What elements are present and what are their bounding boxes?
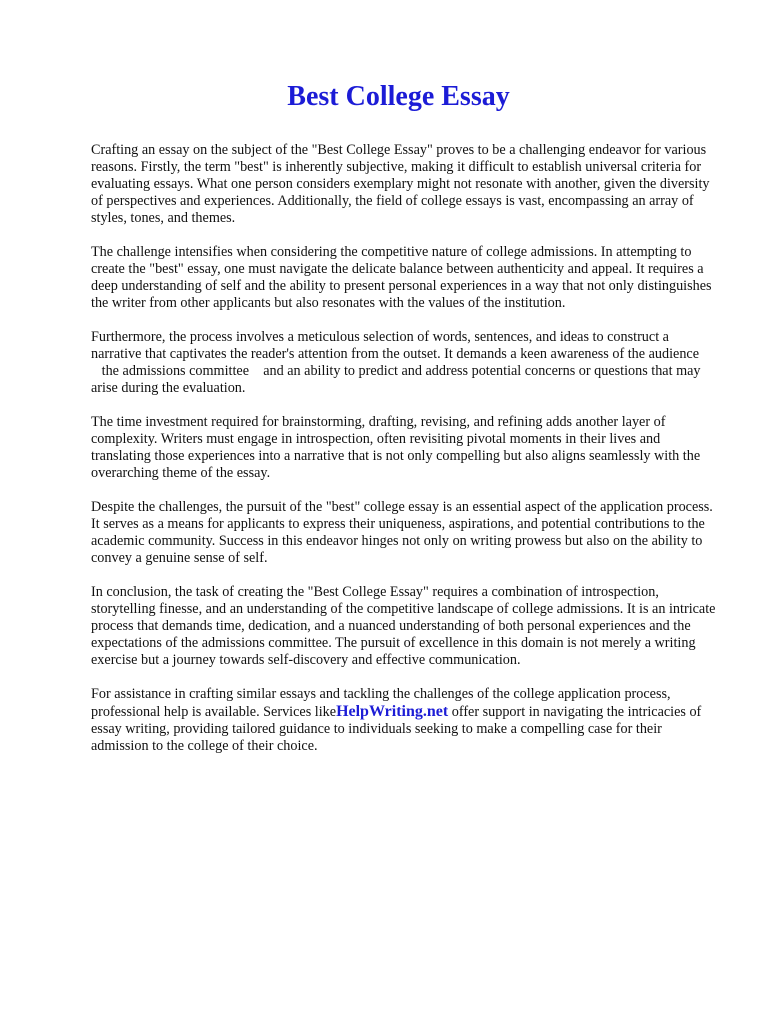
paragraph-time-investment: The time investment required for brainstorming, drafting, revising, and refining adds another layer of complexity. Writers must engage in introspection, often revisiting pivotal moments in their lives and translating those experiences into a narrative that is not only compelling but also aligns seamlessly with the overarching theme of the essay. xyxy=(91,414,701,481)
helpwriting-link[interactable]: HelpWriting.net xyxy=(336,703,449,720)
paragraph-pursuit: Despite the challenges, the pursuit of the "best" college essay is an essential aspect of the application process. It serves as a means for applicants to express their uniqueness, aspirations, and potential contributions to the academic community. Success in this endeavor hinges not only on writing prowess but also on the ability to convey a genuine sense of self. xyxy=(91,499,713,566)
paragraph-closing xyxy=(91,686,716,755)
paragraph-process: Furthermore, the process involves a meticulous selection of words, sentences, and ideas to construct a narrative that captivates the reader's attention from the outset. It demands a keen awareness of the audience the admissions committee and an ability to predict and address potential concerns or questions that may arise during the evaluation. xyxy=(91,329,701,396)
closing-text-before-link: For assistance in crafting similar essays and tackling the challenges of the college application process, professional help is available. Services like xyxy=(91,686,671,720)
document-title: Best College Essay xyxy=(287,81,510,112)
paragraph-conclusion: In conclusion, the task of creating the "Best College Essay" requires a combination of introspection, storytelling finesse, and an understanding of the competitive landscape of college admissions. It is an intricate process that demands time, dedication, and a nuanced understanding of both personal experiences and the expectations of the admissions committee. The pursuit of excellence in this domain is not merely a writing exercise but a journey towards self-discovery and effective communication. xyxy=(91,584,716,668)
paragraph-challenge: The challenge intensifies when considering the competitive nature of college admissions. In attempting to create the "best" essay, one must navigate the delicate balance between authenticity and appeal. It requires a deep understanding of self and the ability to present personal experiences in a way that not only distinguishes the writer from other applicants but also resonates with the values of the institution. xyxy=(91,244,712,311)
closing-text-after-link: offer support in navigating the intricacies of essay writing, providing tailored guidance to individuals seeking to make a compelling case for their admission to the college of their choice. xyxy=(91,704,702,754)
paragraph-intro: Crafting an essay on the subject of the "Best College Essay" proves to be a challenging endeavor for various reasons. Firstly, the term "best" is inherently subjective, making it difficult to establish universal criteria for evaluating essays. What one person considers exemplary might not resonate with another, given the diversity of perspectives and experiences. Additionally, the field of college essays is vast, encompassing an array of styles, tones, and themes. xyxy=(91,142,710,226)
